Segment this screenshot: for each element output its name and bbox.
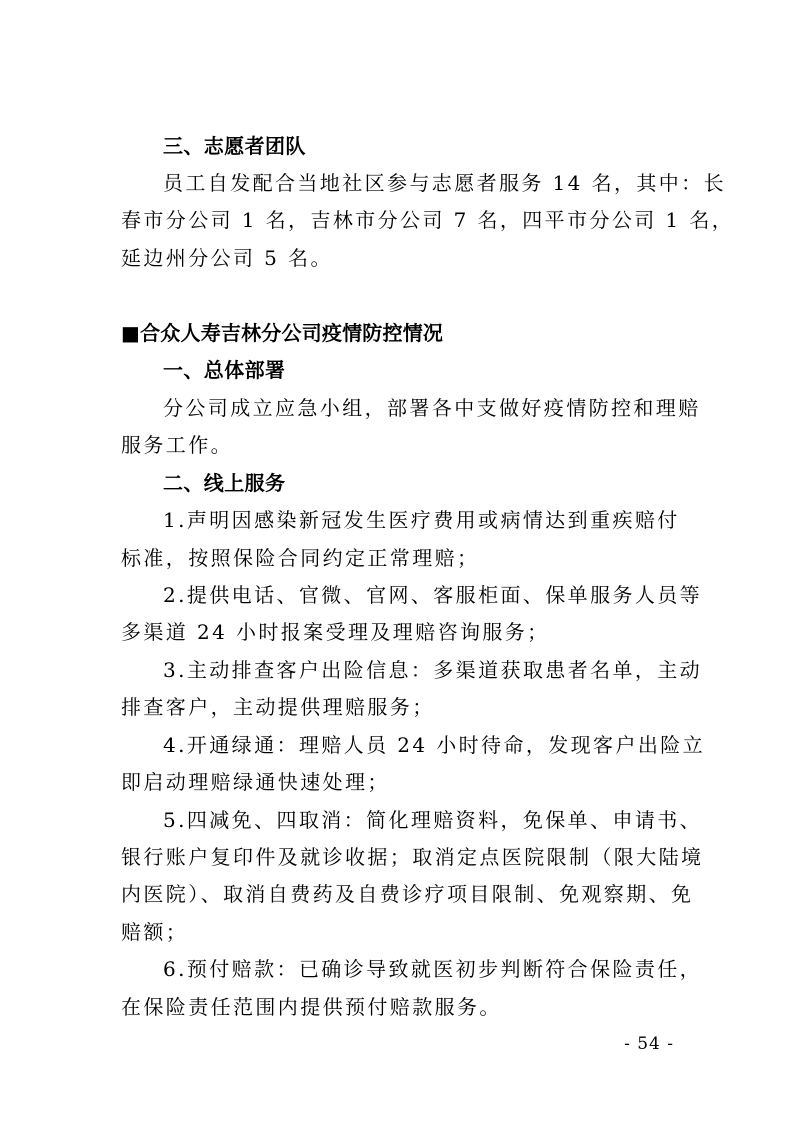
list-item-line: 即启动理赔绿通快速处理；: [121, 770, 390, 794]
list-item-line: 标准，按照保险合同约定正常理赔；: [121, 546, 480, 570]
list-item-line: 4.开通绿通：理赔人员 24 小时待命，发现客户出险立: [163, 733, 706, 757]
list-item-line: 多渠道 24 小时报案受理及理赔咨询服务；: [121, 620, 550, 644]
paragraph-line: 分公司成立应急小组，部署各中支做好疫情防控和理赔: [163, 396, 701, 420]
page-number: - 54 -: [624, 1034, 674, 1054]
paragraph-line: 春市分公司 1 名，吉林市分公司 7 名，四平市分公司 1 名，: [121, 208, 735, 232]
list-item-line: 5.四减免、四取消：简化理赔资料，免保单、申请书、: [163, 808, 703, 832]
list-item-line: 在保险责任范围内提供预付赔款服务。: [121, 995, 502, 1019]
paragraph-line: 服务工作。: [121, 433, 233, 457]
paragraph-line: 员工自发配合当地社区参与志愿者服务 14 名，其中：长: [163, 171, 726, 195]
list-item-line: 排查客户，主动提供理赔服务；: [121, 695, 435, 719]
subsection-heading-online-service: 二、线上服务: [163, 471, 286, 495]
section-heading-volunteer-team: 三、志愿者团队: [163, 134, 306, 158]
subsection-heading-overall-plan: 一、总体部署: [163, 358, 286, 382]
list-item-line: 2.提供电话、官微、官网、客服柜面、保单服务人员等: [163, 583, 703, 607]
paragraph-line: 延边州分公司 5 名。: [121, 246, 333, 270]
list-item-line: 1.声明因感染新冠发生医疗费用或病情达到重疾赔付: [163, 508, 680, 532]
section-title: ■合众人寿吉林分公司疫情防控情况: [121, 321, 444, 345]
list-item-line: 6.预付赔款：已确诊导致就医初步判断符合保险责任，: [163, 957, 703, 981]
list-item-line: 内医院）、取消自费药及自费诊疗项目限制、免观察期、免: [121, 882, 694, 906]
list-item-line: 赔额；: [121, 920, 189, 944]
list-item-line: 银行账户复印件及就诊收据；取消定点医院限制（限大陆境: [121, 845, 704, 869]
list-item-line: 3.主动排查客户出险信息：多渠道获取患者名单，主动: [163, 658, 703, 682]
